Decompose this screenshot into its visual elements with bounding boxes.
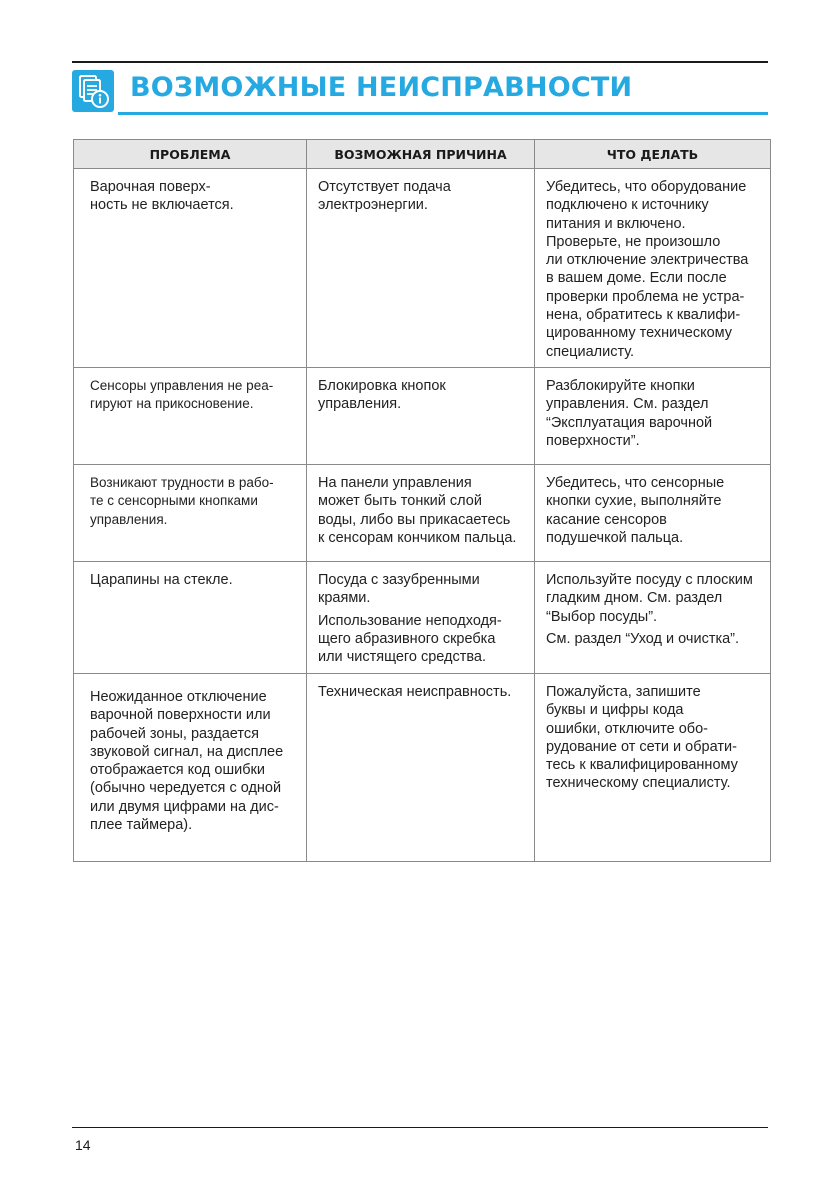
problem-cell	[74, 169, 307, 368]
cause-cell	[307, 367, 535, 464]
cell-text: Отсутствует подача электроэнергии.	[318, 179, 451, 214]
action-cell	[535, 673, 771, 861]
problem-cell	[74, 464, 307, 561]
cell-text: На панели управления может быть тонкий слой воды, либо вы прикасаетесь к сенсорам кончиком пальца.	[318, 474, 517, 546]
cell-text: Разблокируйте кнопки управления. См. раздел “Эксплуатация варочной поверхности”.	[546, 377, 713, 449]
cause-cell	[307, 464, 535, 561]
cell-text: См. раздел “Уход и очистка”.	[546, 630, 740, 647]
cell-text: Убедитесь, что оборудование подключено к источнику питания и включено. Проверьте, не произошло ли отключение электричества в вашем доме. Если после проверки проблема не устра- нена, обратитесь к квалифи- цированному техническому специалисту.	[546, 179, 749, 360]
problem-cell	[74, 367, 307, 464]
column-header-cause: ВОЗМОЖНАЯ ПРИЧИНА	[307, 140, 535, 169]
top-rule	[72, 61, 768, 63]
page-title: ВОЗМОЖНЫЕ НЕИСПРАВНОСТИ	[130, 72, 633, 103]
cell-text: Посуда с зазубренными краями.	[318, 571, 480, 607]
action-cell	[535, 464, 771, 561]
cause-cell	[307, 561, 535, 673]
cell-text: Использование неподходя- щего абразивного скребка или чистящего средства.	[318, 612, 502, 666]
document-info-icon	[72, 70, 114, 112]
cell-text: Блокировка кнопок управления.	[318, 377, 446, 413]
table-row	[74, 367, 771, 464]
cause-cell	[307, 673, 535, 861]
action-cell	[535, 169, 771, 368]
troubleshooting-table	[73, 139, 771, 862]
page-number: 14	[75, 1137, 91, 1153]
problem-cell	[74, 673, 307, 861]
cell-text: Сенсоры управления не реа- гируют на прикосновение.	[90, 377, 274, 412]
cell-text: Техническая неисправность.	[318, 683, 512, 700]
cell-text: Возникают трудности в рабо- те с сенсорными кнопками управления.	[90, 474, 274, 527]
action-cell	[535, 367, 771, 464]
column-header-problem: ПРОБЛЕМА	[74, 140, 307, 169]
cell-text: Варочная поверх- ность не включается.	[90, 179, 234, 214]
cell-text: Используйте посуду с плоским гладким дном. См. раздел “Выбор посуды”.	[546, 571, 753, 625]
cell-text: Царапины на стекле.	[90, 571, 233, 588]
cell-text: Пожалуйста, запишите буквы и цифры кода ошибки, отключите обо- рудование от сети и обрати- тесь к квалифицированному техническому специалисту.	[546, 683, 738, 792]
problem-cell	[74, 561, 307, 673]
action-cell	[535, 561, 771, 673]
column-header-action: ЧТО ДЕЛАТЬ	[535, 140, 771, 169]
footer-rule	[72, 1127, 768, 1128]
cell-text: Неожиданное отключение варочной поверхности или рабочей зоны, раздается звуковой сигнал, на дисплее отображается код ошибки (обычно чередуется с одной или двумя цифрами на дис- плее таймера).	[90, 688, 284, 834]
table-row	[74, 169, 771, 368]
cause-cell	[307, 169, 535, 368]
table-row	[74, 561, 771, 673]
cell-text: Убедитесь, что сенсорные кнопки сухие, выполняйте касание сенсоров подушечкой пальца.	[546, 474, 725, 546]
table-header-row	[74, 140, 771, 169]
table-row	[74, 464, 771, 561]
title-underline	[118, 112, 768, 115]
section-header	[72, 68, 768, 114]
table-row	[74, 673, 771, 861]
